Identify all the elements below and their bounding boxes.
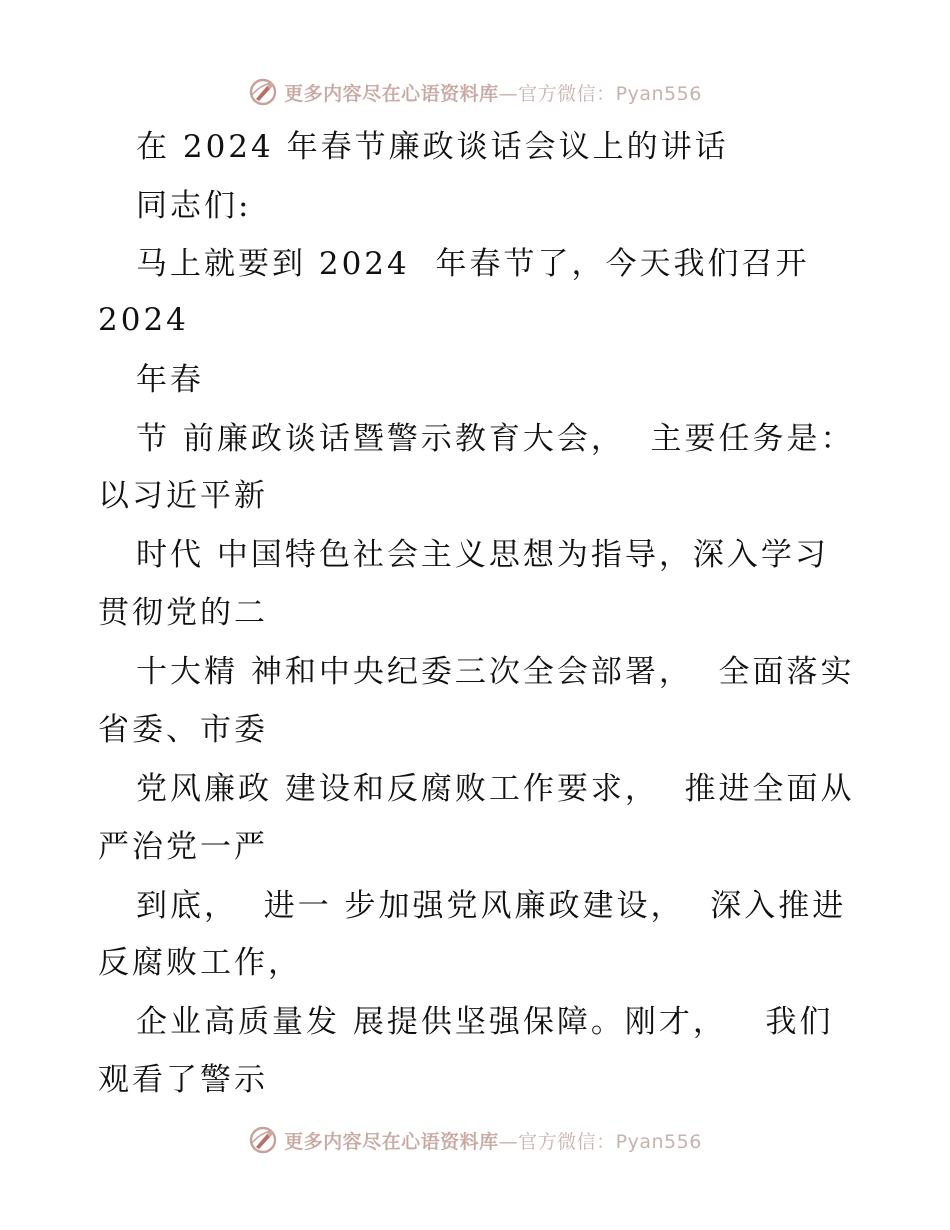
pen-circle-logo-icon — [248, 77, 278, 107]
text-line: 到底， 进一 步加强党风廉政建设， 深入推进 — [136, 888, 847, 924]
watermark-text — [284, 1127, 702, 1154]
text-line: 时代 中国特色社会主义思想为指导，深入学习 — [136, 537, 829, 573]
watermark-footer — [0, 1120, 950, 1160]
text-line: 反腐败工作， — [98, 945, 302, 981]
text-line: 省委、市委 — [98, 712, 268, 748]
watermark-text — [284, 79, 702, 106]
text-line: 年春 — [136, 362, 204, 398]
watermark-brand: 更多内容尽在心语资料库 — [284, 82, 499, 105]
text-line: 严治党一严 — [98, 829, 268, 865]
text-line: 节 前廉政谈话暨警示教育大会， 主要任务是： — [136, 421, 855, 457]
text-line: 十大精 神和中央纪委三次全会部署， 全面落实 — [136, 654, 855, 690]
text-line: 2024 — [98, 302, 189, 338]
text-line: 马上就要到 2024 年春节了，今天我们召开 — [136, 246, 810, 282]
watermark-contact: —官方微信：Pyan556 — [498, 1130, 702, 1153]
pen-circle-logo-icon — [248, 1125, 278, 1155]
text-line: 观看了警示 — [98, 1062, 268, 1098]
text-line: 贯彻党的二 — [98, 595, 268, 631]
watermark-brand: 更多内容尽在心语资料库 — [284, 1130, 499, 1153]
text-line: 企业高质量发 展提供坚强保障。刚才， 我们 — [136, 1004, 834, 1040]
text-line: 党风廉政 建设和反腐败工作要求， 推进全面从 — [136, 771, 855, 807]
document-title: 在 2024 年春节廉政谈话会议上的讲话 — [136, 129, 729, 165]
text-line: 同志们: — [136, 188, 252, 224]
watermark-contact: —官方微信：Pyan556 — [498, 82, 702, 105]
watermark-header — [0, 72, 950, 112]
text-line: 以习近平新 — [98, 478, 268, 514]
